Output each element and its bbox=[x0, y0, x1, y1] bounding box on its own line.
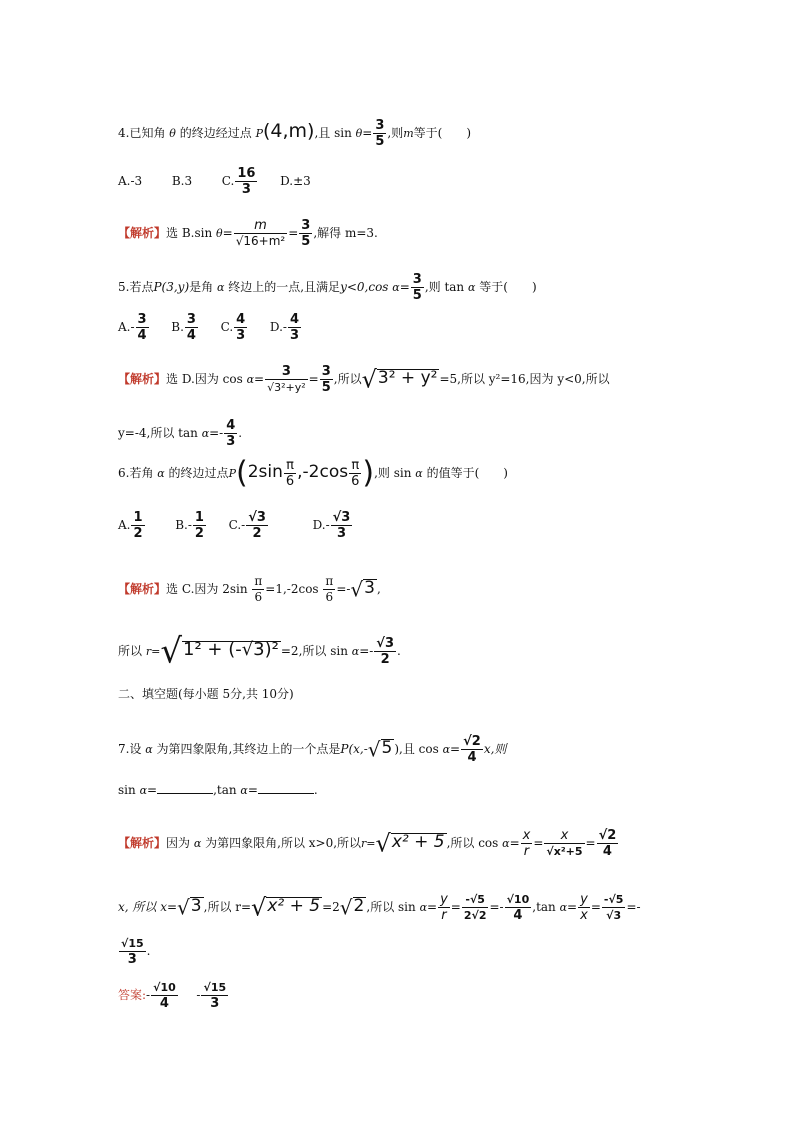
q7-solution2-e: ,tan bbox=[532, 900, 556, 914]
q4-solution-end: ,解得 m=3. bbox=[313, 226, 378, 240]
q5-options bbox=[118, 312, 302, 343]
q6-options bbox=[118, 510, 353, 541]
q6-solution-c: =- bbox=[336, 582, 351, 596]
q7-solution-a: 因为 bbox=[166, 836, 191, 850]
q4-stem-e: 等于( ) bbox=[413, 126, 472, 140]
q6-solution2-radicand: 1² + (-√3)² bbox=[183, 639, 279, 660]
q5-stem-e: 等于( ) bbox=[479, 280, 537, 294]
q4-solution-a: 选 B.sin bbox=[166, 226, 213, 240]
q6-option-b-fraction bbox=[193, 510, 206, 541]
q7-f2-num: x bbox=[544, 828, 584, 844]
q5-stem-c: 终边上的一点,且满足 bbox=[228, 280, 341, 294]
q5-solution-a: 选 D.因为 cos bbox=[166, 372, 243, 386]
q7-stem-c: x,则 bbox=[483, 742, 507, 756]
q6-solution2-den: 2 bbox=[380, 652, 390, 667]
q7-point-a: P(x,- bbox=[340, 742, 368, 756]
q7-den: 4 bbox=[467, 750, 477, 765]
q7-solution2-d: ,所以 sin bbox=[366, 900, 416, 914]
q7-line2-b: = bbox=[147, 783, 158, 797]
q5-option-b-num: 3 bbox=[186, 312, 196, 327]
q7-sol3-den: 3 bbox=[127, 952, 137, 967]
q5-solution-e: =- bbox=[209, 426, 224, 440]
q7-h1-num: y bbox=[580, 892, 588, 907]
q5-option-b-den: 4 bbox=[186, 328, 196, 343]
q7-h1-den: x bbox=[580, 908, 588, 923]
q7-solution-fraction-3 bbox=[597, 828, 619, 859]
q5-solution-num3: 4 bbox=[226, 418, 236, 433]
q5-stem bbox=[118, 272, 537, 303]
q5-option-a-label: A.- bbox=[118, 320, 135, 334]
q5-solution-fraction-2 bbox=[320, 364, 333, 395]
q5-stem-d: ,则 tan bbox=[424, 280, 465, 294]
q6-solution-end: , bbox=[377, 582, 381, 596]
q7-g1-num: y bbox=[440, 892, 448, 907]
q7-solution2-radicand-2: x² + 5 bbox=[267, 896, 321, 916]
q4-stem-a: 4.已知角 bbox=[118, 126, 166, 140]
q5-option-c-fraction bbox=[234, 312, 247, 343]
q7-alpha: α bbox=[145, 743, 153, 756]
q7-solution-radicand: x² + 5 bbox=[391, 832, 445, 852]
q5-fraction bbox=[411, 272, 424, 303]
q7-solution2-c: =2 bbox=[322, 900, 340, 914]
q4-stem bbox=[118, 118, 471, 149]
q5-solution-num: 3 bbox=[265, 364, 308, 380]
q4-m: m bbox=[403, 127, 414, 140]
q7-fraction bbox=[461, 734, 483, 765]
q4-stem-b: 的终边经过点 bbox=[179, 126, 252, 140]
q7-h2-fraction bbox=[602, 892, 626, 923]
q7-answer1-den: 4 bbox=[159, 996, 169, 1011]
q6-solution-a: 选 C.因为 2sin bbox=[166, 582, 248, 596]
q7-line2-alpha-2: α bbox=[240, 784, 248, 797]
q6-point-fraction-2 bbox=[349, 458, 361, 489]
q5-solution-2: y=-4,所以 tan α=- $\frac{4}{3}$ . bbox=[118, 418, 243, 449]
q6-solution2-fraction bbox=[374, 636, 396, 667]
q7-answer2-den: 3 bbox=[210, 996, 220, 1011]
q5-solution-fraction-3 bbox=[224, 418, 237, 449]
q7-solution-alpha-2: α bbox=[502, 837, 510, 850]
q4-eq: = bbox=[362, 126, 373, 140]
q7-eq: = bbox=[450, 742, 461, 756]
q4-option-d: D.±3 bbox=[280, 174, 311, 188]
q5-solution-fraction bbox=[265, 364, 308, 395]
q6-option-b-label: B.- bbox=[175, 518, 192, 532]
q4-solution-den2: 5 bbox=[301, 234, 311, 249]
q7-blank-tan[interactable] bbox=[258, 783, 314, 794]
q6-stem-a: 6.若角 bbox=[118, 466, 154, 480]
q4-solution-eq: = bbox=[222, 226, 233, 240]
q7-sol3-end: . bbox=[146, 944, 151, 958]
q6-option-a-den: 2 bbox=[133, 526, 143, 541]
q4-fraction bbox=[373, 118, 386, 149]
q7-line2-end: . bbox=[313, 783, 318, 797]
q5-radical-sign: √ bbox=[361, 365, 377, 394]
q5-option-d-den: 3 bbox=[289, 328, 299, 343]
q6-option-d-fraction bbox=[331, 510, 353, 541]
q7-solution2-radicand: 3 bbox=[190, 896, 202, 916]
q7-h2-den: √3 bbox=[606, 909, 622, 922]
q4-solution-fraction bbox=[234, 218, 287, 249]
q7-h3-pre: =- bbox=[626, 900, 641, 914]
q6-solution-radicand: 3 bbox=[364, 578, 375, 598]
q4-options bbox=[118, 166, 311, 197]
q5-solution-radicand: 3² + y² bbox=[377, 368, 438, 388]
q6-point-b: ,-2cos bbox=[297, 462, 349, 482]
q5-solution-label: 【解析】 bbox=[118, 372, 167, 386]
q6-solution-b: =1,-2cos bbox=[265, 582, 319, 596]
q4-frac-den: 5 bbox=[375, 134, 385, 149]
q7-g2-den: 2√2 bbox=[463, 909, 487, 922]
q6-solution: 【解析】选 C.因为 2sin $\frac{\pi}{6}$ =1,-2cos $\frac{\pi}{6}$ =-√3 , bbox=[118, 574, 381, 604]
q7-stem-a: 7.设 bbox=[118, 742, 142, 756]
q5-solution-den2: 5 bbox=[321, 380, 331, 395]
q7-solution-3 bbox=[118, 936, 150, 967]
q5-solution-alpha-2: α bbox=[201, 427, 210, 440]
q7-f1-den: r bbox=[523, 844, 530, 859]
q6-stem-b: 的终边过点 bbox=[168, 466, 229, 480]
q6-six-1: 6 bbox=[285, 474, 295, 489]
q5-option-b-fraction bbox=[185, 312, 198, 343]
q7-g3-pre: =- bbox=[489, 900, 504, 914]
q4-point: (4,m) bbox=[262, 120, 315, 142]
q4-theta-2: θ bbox=[355, 127, 363, 140]
q7-answer2-num: √15 bbox=[203, 981, 227, 994]
q6-solution-label: 【解析】 bbox=[118, 582, 167, 596]
q6-alpha: α bbox=[157, 467, 165, 480]
q5-num: 3 bbox=[412, 272, 422, 287]
q7-line2-c: ,tan bbox=[213, 783, 237, 797]
q4-solution-fraction-2 bbox=[299, 218, 312, 249]
q7-sol3-fraction bbox=[119, 936, 146, 967]
q4-option-c-label: C. bbox=[221, 174, 235, 188]
q5-solution-alpha: α bbox=[246, 373, 255, 386]
section-heading-text: 二、填空题(每小题 5分,共 10分) bbox=[118, 687, 294, 701]
q6-solution-six-2: 6 bbox=[325, 590, 334, 604]
q7-solution-2: x, 所以 x=√3 ,所以 r=√x² + 5 =2√2 ,所以 sin α= $\frac{y}{r}$ = $\frac{-√5}{2√2}$ =- $\frac{√10}{4}$ ,tan α= $\frac{y}{x}$ = $\frac{-√5}{√3}$ =- bbox=[118, 892, 641, 923]
q5-option-a-den: 4 bbox=[137, 328, 147, 343]
q7-g3-num: √10 bbox=[506, 893, 530, 906]
q6-option-c-fraction bbox=[246, 510, 268, 541]
q5-option-b-label: B. bbox=[171, 320, 184, 334]
q7-f1-num: x bbox=[522, 828, 531, 843]
q6-six-2: 6 bbox=[351, 474, 360, 489]
q6-option-a-fraction bbox=[131, 510, 144, 541]
q7-g3-fraction bbox=[505, 892, 532, 923]
q6-stem: 6.若角 α 的终边过点P(2sin $\frac{\pi}{6}$ ,-2cos $\frac{\pi}{6}$ ),则 sin α 的值等于( ) bbox=[118, 455, 508, 491]
q5-cond: y<0,cos bbox=[340, 280, 389, 294]
q7-solution2-radicand-3: 2 bbox=[353, 896, 365, 916]
q6-solution2-b: =2,所以 sin bbox=[280, 644, 348, 658]
q7-answer-fraction-1 bbox=[151, 980, 178, 1011]
q7-blank-sin[interactable] bbox=[157, 783, 213, 794]
q7-answer1-num: √10 bbox=[153, 981, 176, 994]
section-heading bbox=[118, 686, 294, 702]
q5-option-d-num: 4 bbox=[289, 312, 299, 327]
q4-option-a: A.-3 bbox=[118, 174, 143, 188]
q5-alpha: α bbox=[216, 281, 225, 294]
q4-solution-eq2: = bbox=[288, 226, 299, 240]
q5-solution-c: =5,所以 y²=16,因为 y<0,所以 bbox=[439, 372, 610, 386]
q7-solution-r: r= bbox=[361, 837, 376, 850]
q7-solution-fraction-2 bbox=[544, 828, 584, 859]
q6-option-c-den: 2 bbox=[252, 526, 262, 541]
q5-den: 5 bbox=[412, 288, 422, 303]
q6-point-label: P bbox=[228, 467, 236, 480]
q7-g1-fraction bbox=[438, 892, 450, 923]
q6-point-a: 2sin bbox=[247, 462, 283, 482]
q7-solution-label: 【解析】 bbox=[118, 836, 167, 850]
q6-pi-2: π bbox=[349, 458, 361, 474]
q6-solution-pi-1: π bbox=[254, 574, 263, 588]
q6-stem-c: ,则 sin bbox=[374, 466, 412, 480]
q5-alpha-3: α bbox=[468, 281, 476, 294]
q7-stem: 7.设 α 为第四象限角,其终边上的一个点是P(x,-√5 ),且 cos α= $\frac{√2}{4}$ x,则 bbox=[118, 734, 507, 765]
q7-line2-alpha: α bbox=[139, 784, 147, 797]
q7-g3-den: 4 bbox=[513, 908, 523, 923]
q4-stem-c: ,且 sin bbox=[314, 126, 352, 140]
q4-solution bbox=[118, 218, 378, 249]
q5-solution-eq: = bbox=[254, 372, 265, 386]
q7-solution-fraction-1 bbox=[521, 828, 533, 859]
q7-stem-b: 为第四象限角,其终边上的一个点是 bbox=[156, 742, 341, 756]
q5-option-a-fraction bbox=[136, 312, 149, 343]
q7-solution2-alpha: α bbox=[419, 901, 427, 914]
q5-option-d-label: D.- bbox=[269, 320, 287, 334]
q5-solution-d: y=-4,所以 tan bbox=[118, 426, 198, 440]
q5-option-c-num: 4 bbox=[236, 312, 246, 327]
q4-solution-theta: θ bbox=[216, 227, 223, 240]
q7-solution-b: 为第四象限角,所以 x>0,所以 bbox=[205, 836, 362, 850]
q5-point: P(3,y) bbox=[153, 280, 190, 294]
q5-eq: = bbox=[399, 280, 410, 294]
q5-option-c-label: C. bbox=[220, 320, 234, 334]
q7-g1-den: r bbox=[441, 908, 447, 923]
q6-option-c-label: C.- bbox=[228, 518, 246, 532]
q5-solution: 【解析】选 D.因为 cos α= $\frac{3}{\text{√3²+y²}}$ = $\frac{3}{5}$ ,所以√3² + y² =5,所以 y²=16,因为 y<0,所以 bbox=[118, 364, 610, 395]
q7-solution2-a: x, 所以 x= bbox=[118, 900, 178, 914]
q5-option-d-fraction bbox=[288, 312, 301, 343]
q7-f3-num: √2 bbox=[598, 828, 617, 843]
q4-solution-label: 【解析】 bbox=[118, 226, 167, 240]
q7-alpha-2: α bbox=[442, 743, 451, 756]
q7-line2-d: = bbox=[247, 783, 258, 797]
q4-solution-den: √16+m² bbox=[235, 234, 286, 248]
q7-point-b: ),且 cos bbox=[394, 742, 439, 756]
q5-solution-den3: 3 bbox=[226, 434, 236, 449]
q7-answer-label: 答案: bbox=[118, 988, 147, 1002]
q7-h1-fraction bbox=[578, 892, 590, 923]
q6-option-d-den: 3 bbox=[336, 526, 347, 541]
q4-solution-num: m bbox=[234, 218, 287, 234]
q6-option-a-label: A. bbox=[118, 518, 131, 532]
q7-answer-pre2: - bbox=[196, 988, 201, 1002]
q6-solution2-num: √3 bbox=[376, 636, 395, 651]
q6-solution-six-1: 6 bbox=[254, 590, 263, 604]
q6-solution2-c: =- bbox=[359, 644, 374, 658]
q6-pi-1: π bbox=[284, 458, 296, 474]
q6-solution-pi-2: π bbox=[325, 574, 334, 588]
q6-stem-d: 的值等于( ) bbox=[426, 466, 508, 480]
q6-solution2-alpha: α bbox=[351, 645, 360, 658]
q7-line2-a: sin bbox=[118, 783, 136, 797]
q7-h2-num: -√5 bbox=[603, 893, 624, 906]
q6-solution2-r: r= bbox=[145, 645, 161, 658]
q5-solution-den: √3²+y² bbox=[267, 381, 306, 394]
q5-solution-num2: 3 bbox=[321, 364, 331, 379]
q4-solution-num2: 3 bbox=[301, 218, 311, 233]
q7-f2-den: √x²+5 bbox=[546, 845, 583, 858]
q7-solution-alpha: α bbox=[193, 837, 202, 850]
q6-solution2-a: 所以 bbox=[118, 644, 143, 658]
q7-solution2-b: ,所以 r= bbox=[203, 900, 252, 914]
q5-option-c-den: 3 bbox=[236, 328, 246, 343]
q7-g2-num: -√5 bbox=[462, 892, 489, 908]
q7-g2-fraction bbox=[462, 892, 489, 923]
q5-option-a-num: 3 bbox=[137, 312, 147, 327]
q5-stem-a: 5.若点 bbox=[118, 280, 154, 294]
q6-option-b-den: 2 bbox=[194, 526, 204, 541]
q7-answer-fraction-2 bbox=[201, 980, 228, 1011]
q6-option-d-num: √3 bbox=[332, 510, 351, 525]
q4-option-b: B.3 bbox=[171, 174, 193, 188]
q7-solution2-alpha-2: α bbox=[559, 901, 568, 914]
q7-sol3-num: √15 bbox=[121, 937, 144, 950]
q7-solution-c: ,所以 cos bbox=[446, 836, 499, 850]
q6-solution-fraction-2 bbox=[323, 574, 335, 605]
q7-num: √2 bbox=[463, 734, 481, 749]
q7-answer bbox=[118, 980, 229, 1011]
q6-point-fraction-1 bbox=[284, 458, 296, 489]
q4-option-c-den: 3 bbox=[241, 182, 251, 197]
q4-frac-num: 3 bbox=[375, 118, 385, 133]
q4-option-c-num: 16 bbox=[237, 166, 256, 181]
q4-option-c-fraction bbox=[235, 166, 257, 197]
q4-point-label: P bbox=[255, 127, 263, 140]
q6-option-a-num: 1 bbox=[133, 510, 143, 525]
q5-stem-b: 是角 bbox=[189, 280, 214, 294]
q7-blanks bbox=[118, 782, 318, 799]
q7-point-radicand: 5 bbox=[381, 738, 393, 758]
q7-answer-pre1: - bbox=[146, 988, 151, 1002]
q6-option-b-num: 1 bbox=[194, 510, 204, 525]
q7-solution: 【解析】因为 α 为第四象限角,所以 x>0,所以r=√x² + 5 ,所以 cos α= $\frac{x}{r}$ = $\frac{x}{\text{√x²+5}}$ = $\frac{√2}{4}$ bbox=[118, 828, 617, 859]
q6-option-c-num: √3 bbox=[248, 510, 266, 525]
q4-stem-d: ,则 bbox=[387, 126, 404, 140]
q6-solution-fraction-1 bbox=[252, 574, 264, 605]
q6-solution2-end: . bbox=[397, 644, 401, 658]
q7-f3-den: 4 bbox=[602, 844, 612, 859]
q5-solution-b: ,所以 bbox=[333, 372, 362, 386]
q6-option-d-label: D.- bbox=[312, 518, 330, 532]
q6-alpha-2: α bbox=[415, 467, 423, 480]
q5-alpha-2: α bbox=[392, 281, 400, 294]
q4-theta: θ bbox=[169, 127, 176, 140]
q6-solution-2: 所以 r=√1² + (-√3)² =2,所以 sin α=- $\frac{√3}{2}$ . bbox=[118, 631, 401, 672]
